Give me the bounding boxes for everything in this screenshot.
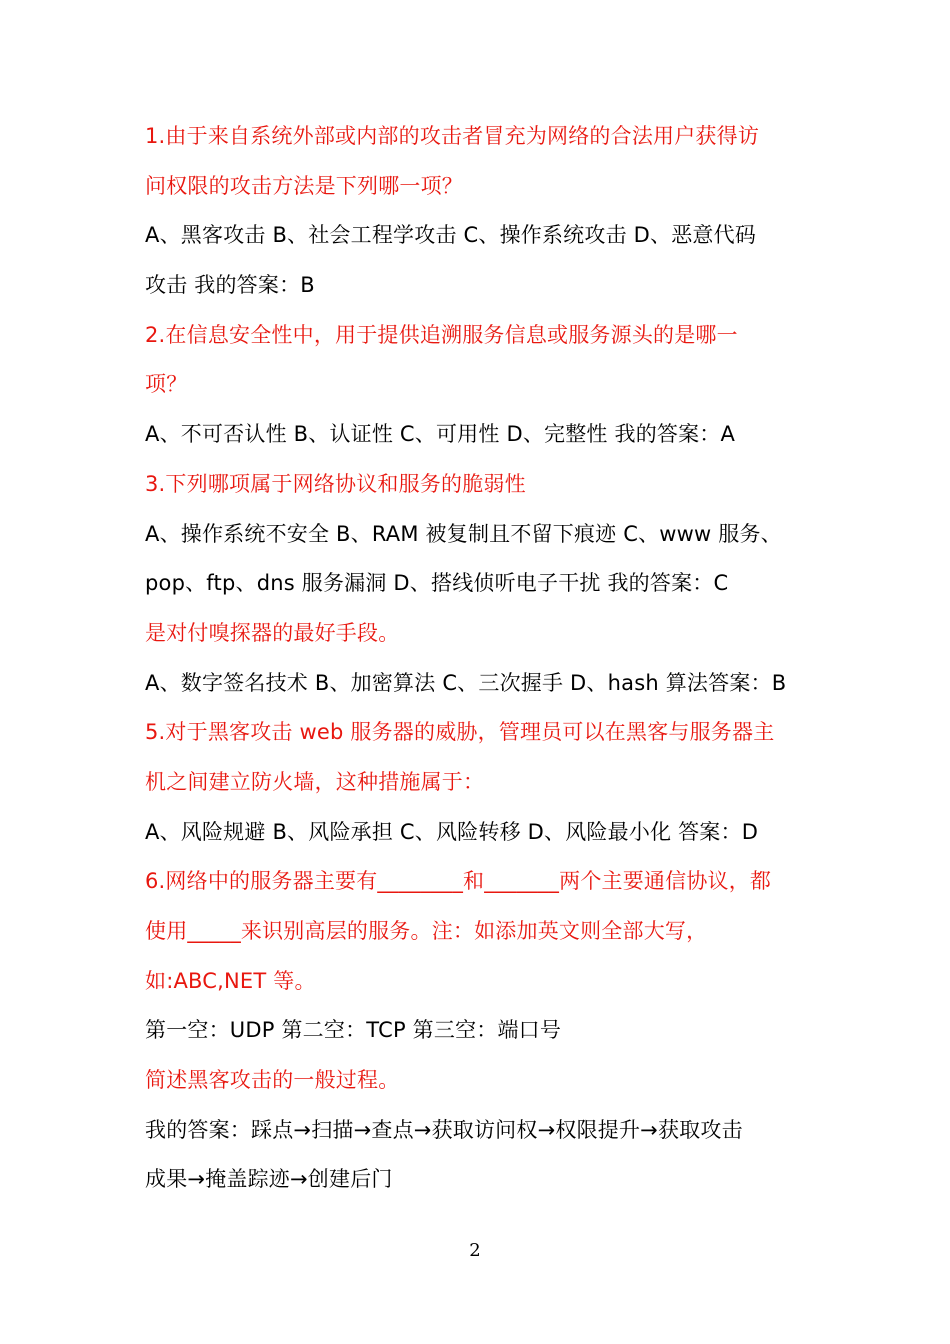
question-3-line-1: 3.下列哪项属于网络协议和服务的脆弱性 — [145, 471, 526, 496]
question-6-line-1: 6.网络中的服务器主要有________和_______两个主要通信协议，都 — [145, 869, 772, 894]
question-4-options: A、数字签名技术 B、加密算法 C、三次握手 D、hash 算法答案：B — [145, 670, 787, 695]
question-6-line-3: 如:ABC,NET 等。 — [145, 968, 316, 993]
question-7-answer-line-2: 成果→掩盖踪迹→创建后门 — [145, 1167, 393, 1192]
question-3-options-line-2: pop、ftp、dns 服务漏洞 D、搭线侦听电子干扰 我的答案：C — [145, 571, 729, 596]
question-7-answer-line-1: 我的答案：踩点→扫描→查点→获取访问权→权限提升→获取攻击 — [145, 1117, 743, 1142]
question-2-line-2: 项？ — [145, 372, 188, 397]
question-3-options-line-1: A、操作系统不安全 B、RAM 被复制且不留下痕迹 C、www 服务、 — [145, 521, 782, 546]
question-1-line-1: 1.由于来自系统外部或内部的攻击者冒充为网络的合法用户获得访 — [145, 124, 760, 148]
question-2-options: A、不可否认性 B、认证性 C、可用性 D、完整性 我的答案：A — [145, 422, 736, 447]
document-body — [145, 112, 805, 1205]
question-7-line-1: 简述黑客攻击的一般过程。 — [145, 1068, 400, 1093]
question-6-line-2: 使用_____来识别高层的服务。注：如添加英文则全部大写， — [145, 919, 708, 943]
question-2-line-1: 2.在信息安全性中，用于提供追溯服务信息或服务源头的是哪一 — [145, 322, 738, 347]
question-5-line-1: 5.对于黑客攻击 web 服务器的威胁，管理员可以在黑客与服务器主 — [145, 720, 775, 745]
page-number: 2 — [469, 1240, 481, 1261]
question-5-options: A、风险规避 B、风险承担 C、风险转移 D、风险最小化 答案：D — [145, 819, 759, 844]
question-1-options-line-2: 攻击 我的答案：B — [145, 273, 315, 298]
question-4-line-1: 是对付嗅探器的最好手段。 — [145, 620, 400, 645]
question-6-answer: 第一空：UDP 第二空：TCP 第三空：端口号 — [145, 1018, 562, 1043]
question-1-options-line-1: A、黑客攻击 B、社会工程学攻击 C、操作系统攻击 D、恶意代码 — [145, 223, 757, 248]
question-5-line-2: 机之间建立防火墙，这种措施属于： — [145, 769, 485, 794]
question-1-line-2: 问权限的攻击方法是下列哪一项？ — [145, 173, 463, 198]
